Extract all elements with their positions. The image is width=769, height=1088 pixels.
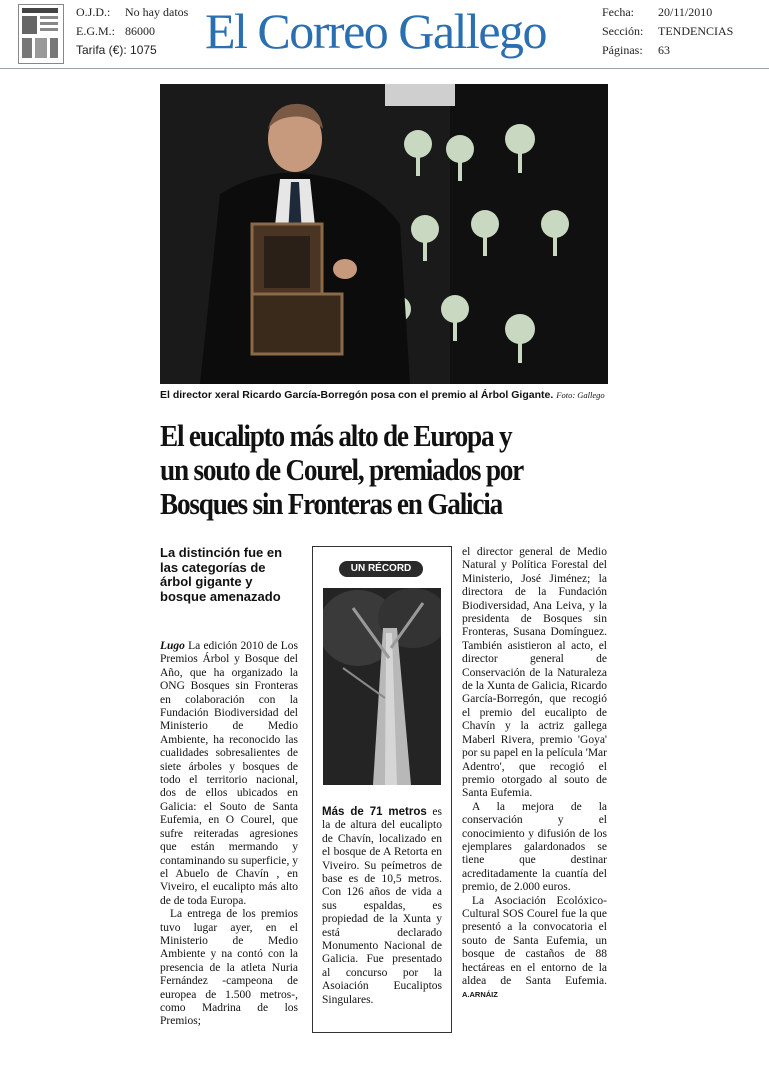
tarifa-value: 1075 (130, 43, 157, 57)
fecha-label: Fecha: (602, 5, 634, 19)
paginas-value: 63 (658, 43, 670, 57)
headline-line: Bosques sin Fronteras en Galicia (160, 486, 503, 521)
ojd-value: No hay datos (125, 5, 189, 19)
article-kicker: La distinción fue en las categorías de árbol gigante y bosque amenazado (160, 545, 283, 604)
body-paragraph (160, 640, 298, 908)
clipping-info (602, 3, 733, 60)
eucalyptus-photo (323, 588, 441, 785)
ojd-label: O.J.D.: (76, 5, 111, 19)
eucalyptus-tree-image (323, 588, 441, 785)
body-paragraph: A la mejora de la conservación y el conocimiento y difusión de los ejemplares galardonados se tiene que destinar acreditadamente la cuantía del premio, de 2.000 euros. (462, 800, 607, 894)
sidebar-paragraph (322, 806, 442, 1007)
article-column-1 (160, 546, 298, 1029)
body-paragraph: La entrega de los premios tuvo lugar ayer, en el Ministerio de Medio Ambiente y na contó con la presencia de la atleta Nuria Fernández -campeona de europea de 1.500 metros-, como Madrina de los Premios; (160, 908, 298, 1028)
author-signature: A.ARNÁIZ (462, 990, 498, 1000)
photo-credit: Foto: Gallego (556, 390, 605, 400)
article-column-2 (322, 806, 442, 1007)
man-holding-award-image (160, 84, 608, 384)
seccion-label: Sección: (602, 24, 644, 38)
media-metrics (76, 3, 188, 60)
clipping-header (0, 0, 769, 69)
record-tag: UN RÉCORD (339, 561, 423, 577)
headline-line: El eucalipto más alto de Europa y (160, 418, 512, 453)
fecha-value: 20/11/2010 (658, 5, 713, 19)
sidebar-text: es la de altura del eucalipto de Chavín, localizado en el bosque de A Retorta en Viveiro. Su peímetros de base es de 10,5 metros. Con 126 años de vida a sus espaldas, es propiedad de la Xunta y está declarado Monumento Nacional de Galicia. Fue presentado al concurso por la Asoiación Eucaliptos Singulares. (322, 806, 443, 1006)
main-photo (160, 84, 608, 384)
sidebar-lead: Más de 71 metros (322, 806, 427, 818)
body-text: La Asociación Ecolóxico-Cultural SOS Courel fue la que presentó a la convocatoria el souto de Santa Eufemia, un bosque de castaños de 88 hectáreas en el entorno de la aldea de Santa Eufemia. (462, 894, 607, 987)
egm-value: 86000 (125, 24, 155, 38)
tarifa-label: Tarifa (€): (76, 43, 127, 57)
article-column-3 (462, 546, 607, 1002)
paginas-label: Páginas: (602, 43, 643, 57)
headline-line: un souto de Courel, premiados por (160, 452, 524, 487)
page-thumbnail[interactable] (18, 4, 64, 64)
dateline: Lugo (160, 640, 185, 652)
photo-caption (160, 389, 620, 401)
body-paragraph (462, 895, 607, 1002)
egm-label: E.G.M.: (76, 24, 115, 38)
newspaper-logo: El Correo Gallego (205, 3, 547, 59)
body-text: La edición 2010 de Los Premios Árbol y Bosque del Año, que ha organizado la ONG Bosques sin Fronteras en colaboración con la Fundación Biodiversidad del Ministerio de Medio Ambiente, ha reconocido las cualidades sobresalientes de siete árboles y bosques de todo el territorio nacional, dos de ellos ubicados en Galicia: el Souto de Santa Eufemia, en O Courel, que sufre reiteradas agresiones que están mermando y contaminando su superficie, y el Abuelo de Chavín , en Viveiro, el eucalipto más alto de de toda Europa. (160, 640, 298, 907)
article-headline (160, 419, 565, 521)
caption-text: El director xeral Ricardo García-Borregón posa con el premio al Árbol Gigante. (160, 389, 554, 401)
body-paragraph: el director general de Medio Natural y Política Forestal del Ministerio, José Jiménez; la directora de la Fundación Biodiversidad, Ana Leiva, y la presidenta de Bosques sin Fronteras, Susana Domínguez. También asistieron al acto, el director general de Conservación de la Naturaleza de la Xunta de Galicia, Ricardo García-Borregón, que recogió el premio del eucalipto de Chavín y la actriz gallega Maberl Rivera, premio 'Goya' por su papel en la película 'Mar Adentro', que recogió el premio otorgado al souto de Santa Eufemia. (462, 546, 607, 800)
seccion-value: TENDENCIAS (658, 24, 734, 38)
